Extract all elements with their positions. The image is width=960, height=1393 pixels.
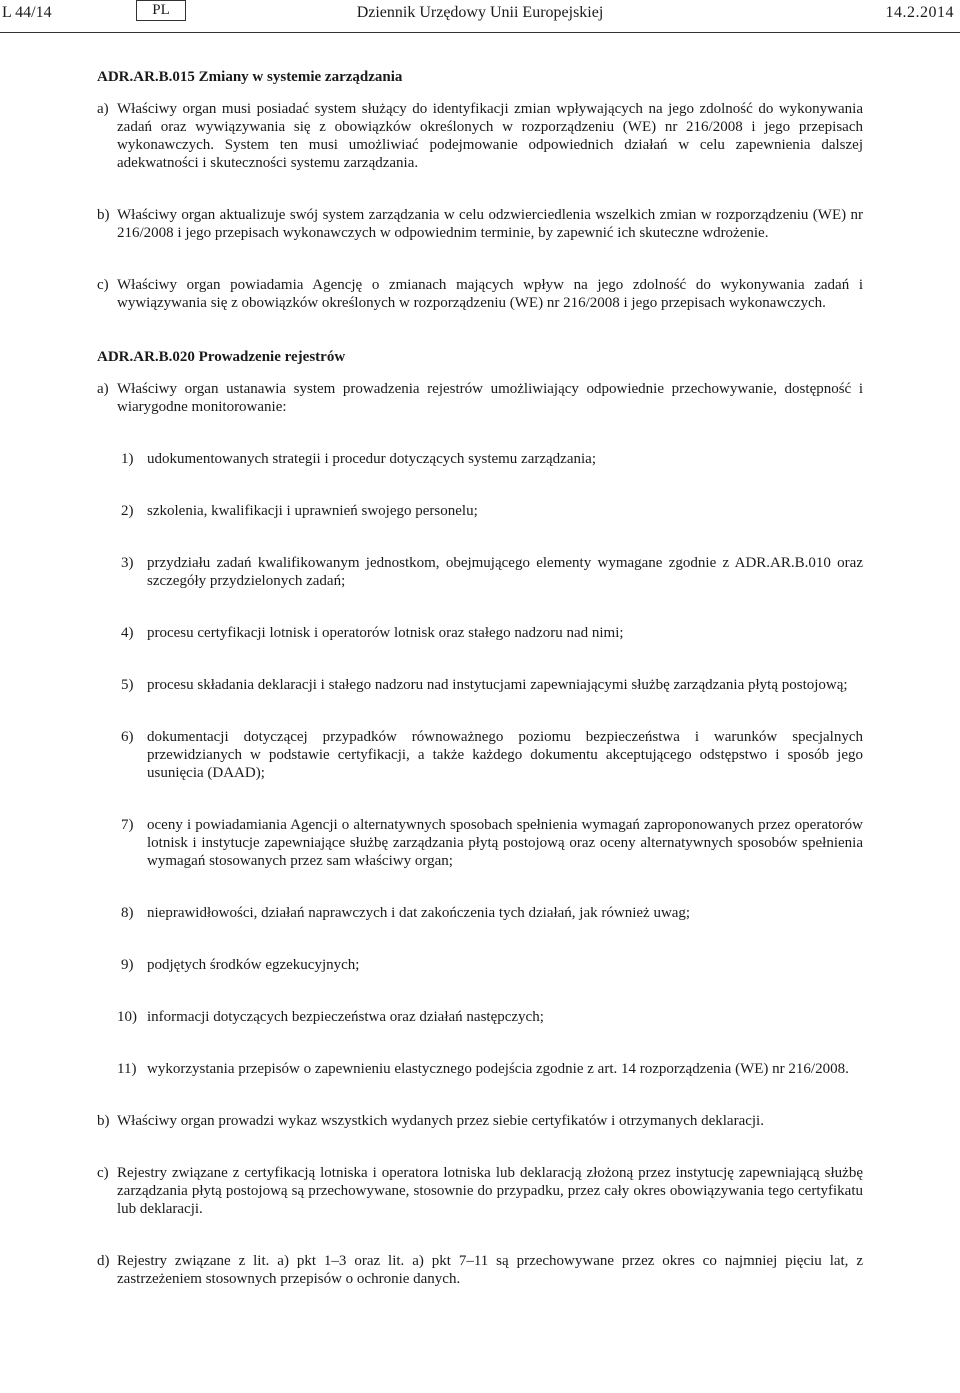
paragraph <box>97 206 863 242</box>
list-item <box>97 450 863 468</box>
document-body <box>97 66 863 1288</box>
paragraph-text: Właściwy organ aktualizuje swój system zarządzania w celu odzwierciedlenia wszelkich zmian w rozporządzeniu (WE) nr 216/2008 i jego przepisach wykonawczych w odpowiednim terminie, by zapewnić ich skuteczne wdrożenie. <box>117 207 863 241</box>
list-item-marker: 11) <box>117 1061 137 1077</box>
publication-date: 14.2.2014 <box>885 4 954 21</box>
list-item <box>97 816 863 870</box>
list-item <box>97 728 863 782</box>
paragraph-text: Właściwy organ powiadamia Agencję o zmianach mających wpływ na jego zdolność do wykonywania zadań i wywiązywania się z obowiązków określonych w rozporządzeniu (WE) nr 216/2008 i jego przepisach wykonawczych. <box>117 277 863 311</box>
list-item-marker: 3) <box>121 555 134 571</box>
list-item-text: szkolenia, kwalifikacji i uprawnień swojego personelu; <box>147 503 478 519</box>
list-item-marker: 10) <box>117 1009 137 1025</box>
list-item <box>97 624 863 642</box>
journal-title: Dziennik Urzędowy Unii Europejskiej <box>356 4 604 21</box>
list-item-text: wykorzystania przepisów o zapewnieniu elastycznego podejścia zgodnie z art. 14 rozporządzenia (WE) nr 216/2008. <box>147 1061 849 1077</box>
list-item-marker: 5) <box>121 677 134 693</box>
header-rule <box>0 32 960 33</box>
list-item-marker: 2) <box>121 503 134 519</box>
paragraph-text: Właściwy organ musi posiadać system służący do identyfikacji zmian wpływających na jego zdolność do wykonywania zadań oraz wywiązywania się z obowiązków określonych w rozporządzeniu (WE) nr 216/2008 i jego przepisach wykonawczych. System ten musi umożliwiać podejmowanie odpowiednich działań w celu zapewnienia dalszej adekwatności i skuteczności systemu zarządzania. <box>117 101 863 171</box>
paragraph <box>97 380 863 416</box>
paragraph-marker: b) <box>97 207 110 223</box>
list-item-marker: 1) <box>121 451 134 467</box>
list-item-text: nieprawidłowości, działań naprawczych i dat zakończenia tych działań, jak również uwag; <box>147 905 691 921</box>
list-item-text: udokumentowanych strategii i procedur dotyczących systemu zarządzania; <box>147 451 596 467</box>
paragraph <box>97 1112 863 1130</box>
list-item-text: dokumentacji dotyczącej przypadków równoważnego poziomu bezpieczeństwa i warunków specjalnych przewidzianych w podstawie certyfikacji, a także każdego dokumentu akceptującego odstępstwo i sposób jego usunięcia (DAAD); <box>147 729 863 781</box>
list-item-marker: 9) <box>121 957 134 973</box>
list-item-text: przydziału zadań kwalifikowanym jednostkom, obejmującego elementy wymagane zgodnie z ADR.AR.B.010 oraz szczegóły przydzielonych zadań; <box>147 555 863 589</box>
list-item <box>97 676 863 694</box>
list-item <box>97 904 863 922</box>
list-item <box>97 502 863 520</box>
list-item-text: informacji dotyczących bezpieczeństwa oraz działań następczych; <box>147 1009 544 1025</box>
section-heading <box>97 68 863 86</box>
list-item-marker: 8) <box>121 905 134 921</box>
section-heading <box>97 348 863 366</box>
paragraph <box>97 1164 863 1218</box>
list-item-text: podjętych środków egzekucyjnych; <box>147 957 360 973</box>
section-title: Prowadzenie rejestrów <box>198 349 346 365</box>
paragraph-text: Rejestry związane z lit. a) pkt 1–3 oraz lit. a) pkt 7–11 są przechowywane przez okres co najmniej pięciu lat, z zastrzeżeniem stosownych przepisów o ochronie danych. <box>117 1253 863 1287</box>
paragraph-marker: b) <box>97 1113 110 1129</box>
paragraph-marker: c) <box>97 1165 109 1181</box>
paragraph <box>97 1252 863 1288</box>
paragraph-text: Rejestry związane z certyfikacją lotniska i operatora lotniska lub deklaracją złożoną przez instytucję zapewniającą służbę zarządzania płytą postojową są przechowywane, stosownie do przypadku, przez cały okres obowiązywania tego certyfikatu lub deklaracji. <box>117 1165 863 1217</box>
list-item-text: procesu składania deklaracji i stałego nadzoru nad instytucjami zapewniającymi służbę zarządzania płytą postojową; <box>147 677 848 693</box>
list-item-marker: 4) <box>121 625 134 641</box>
language-badge: PL <box>136 0 186 21</box>
list-item <box>97 554 863 590</box>
list-item <box>97 1008 863 1026</box>
paragraph-marker: a) <box>97 381 109 397</box>
list-item-marker: 7) <box>121 817 134 833</box>
section-title: Zmiany w systemie zarządzania <box>198 69 403 85</box>
list-item-text: procesu certyfikacji lotnisk i operatorów lotnisk oraz stałego nadzoru nad nimi; <box>147 625 624 641</box>
section-code: ADR.AR.B.015 <box>97 69 195 85</box>
paragraph <box>97 276 863 312</box>
page-number: L 44/14 <box>2 4 52 21</box>
section-code: ADR.AR.B.020 <box>97 349 195 365</box>
page-header <box>0 0 960 30</box>
paragraph-marker: d) <box>97 1253 110 1269</box>
list-item-text: oceny i powiadamiania Agencji o alternatywnych sposobach spełnienia wymagań zaproponowanych przez operatorów lotnisk i instytucje zapewniające służbę zarządzania płytą postojową oraz oceny alternatywnych sposobów spełnienia wymagań stosowanych przez sam właściwy organ; <box>147 817 863 869</box>
paragraph-marker: c) <box>97 277 109 293</box>
paragraph-text: Właściwy organ ustanawia system prowadzenia rejestrów umożliwiający odpowiednie przechowywanie, dostępność i wiarygodne monitorowanie: <box>117 381 863 415</box>
list-item <box>97 956 863 974</box>
paragraph-text: Właściwy organ prowadzi wykaz wszystkich wydanych przez siebie certyfikatów i otrzymanych deklaracji. <box>117 1113 764 1129</box>
paragraph-marker: a) <box>97 101 109 117</box>
paragraph <box>97 100 863 172</box>
list-item-marker: 6) <box>121 729 134 745</box>
list-item <box>97 1060 863 1078</box>
